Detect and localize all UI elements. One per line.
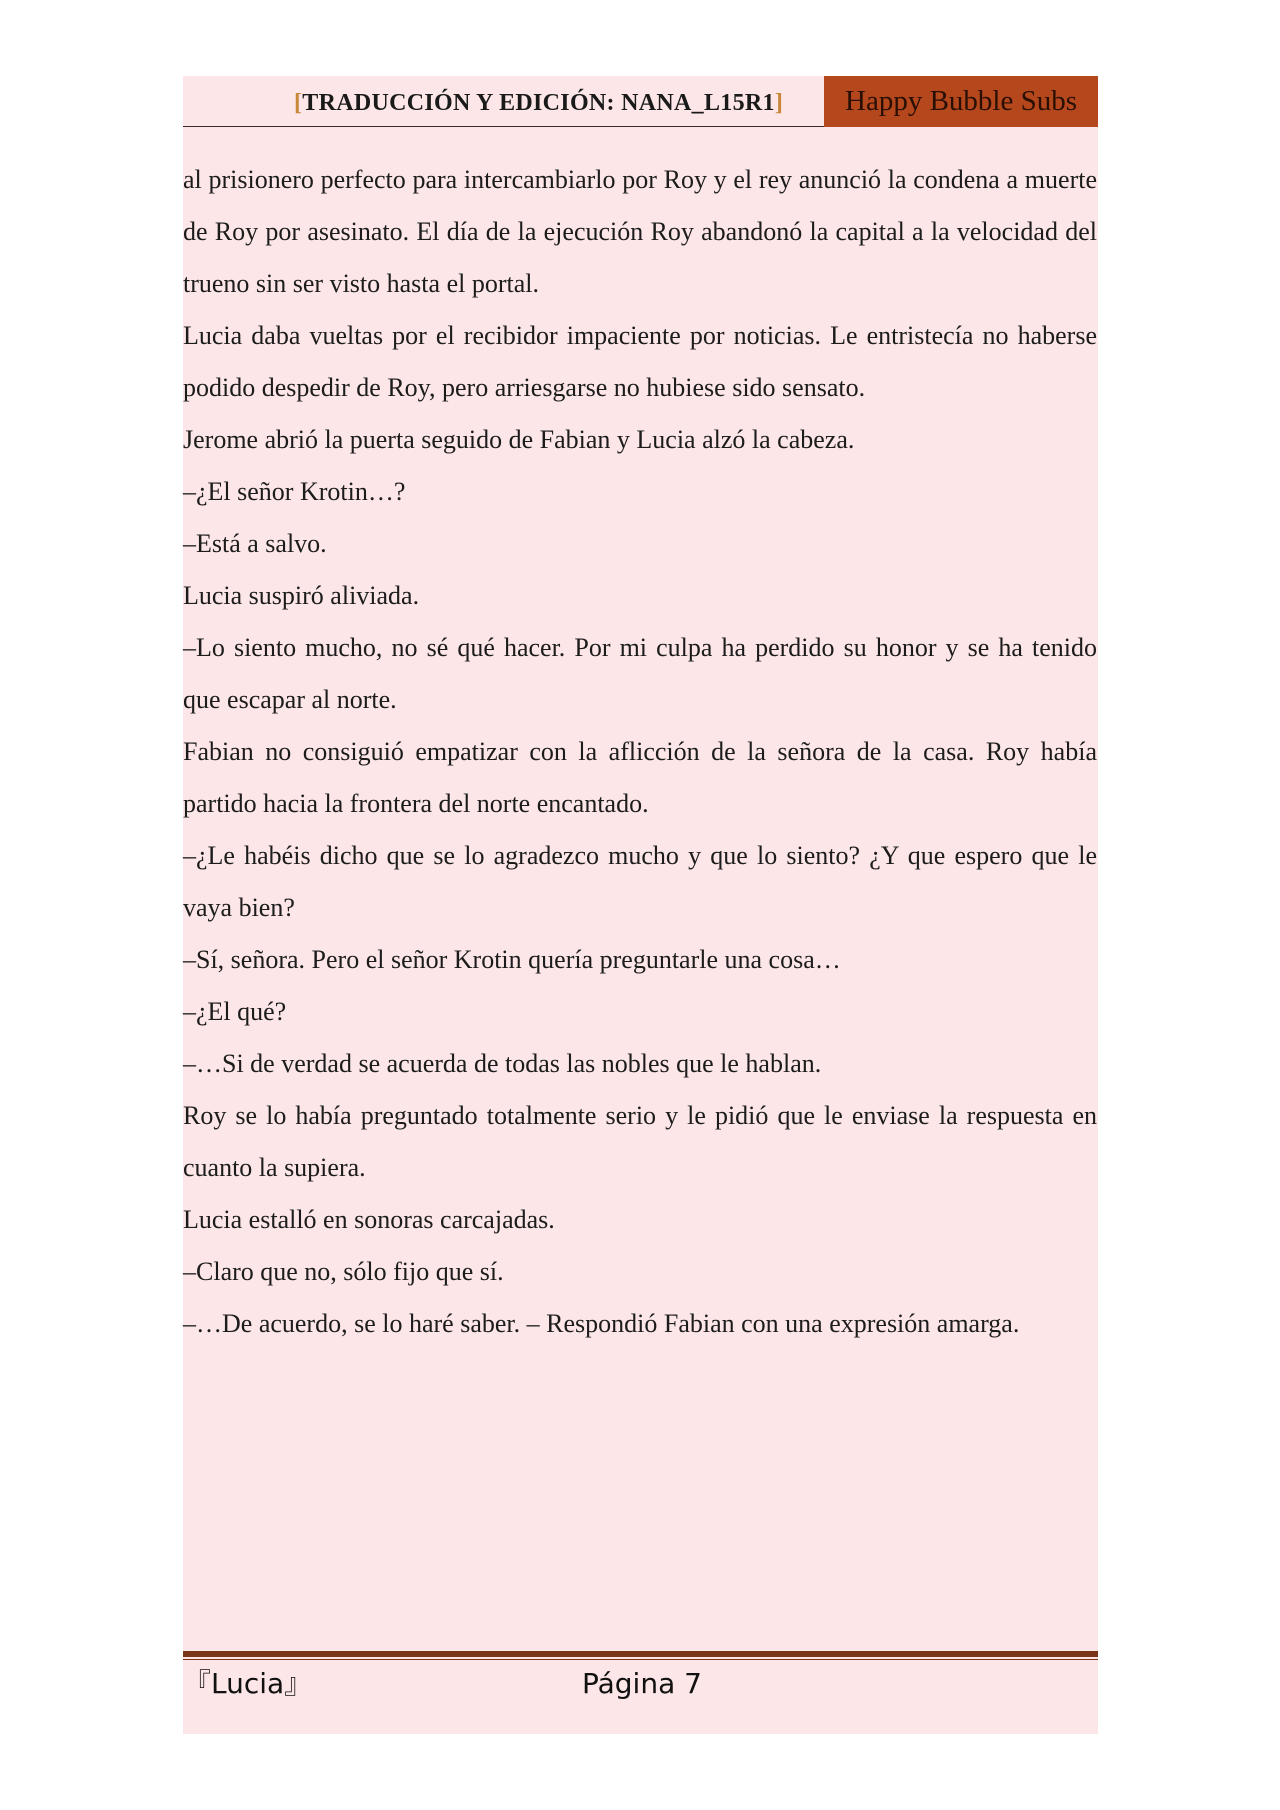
body-text — [183, 154, 1097, 1350]
paragraph: Lucia estalló en sonoras carcajadas. — [183, 1205, 555, 1234]
paragraph: al prisionero perfecto para intercambiarlo por Roy y el rey anunció la condena a muerte de Roy por asesinato. El día de la ejecución Roy abandonó la capital a la velocidad del trueno sin ser visto hasta el portal. — [183, 165, 1097, 298]
credit-text: TRADUCCIÓN Y EDICIÓN: NANA_L15R1 — [302, 90, 775, 116]
footer-rule-thick — [183, 1651, 1098, 1657]
page-number: Página 7 — [582, 1667, 702, 1700]
paragraph: –…Si de verdad se acuerda de todas las nobles que le hablan. — [183, 1049, 822, 1078]
translation-credit — [294, 90, 783, 117]
paragraph: –…De acuerdo, se lo haré saber. – Respondió Fabian con una expresión amarga. — [183, 1309, 1020, 1338]
paragraph: Roy se lo había preguntado totalmente serio y le pidió que le enviase la respuesta en cuanto la supiera. — [183, 1101, 1097, 1182]
brand-label: Happy Bubble Subs — [824, 76, 1098, 127]
footer-book-title: 『Lucia』 — [183, 1667, 313, 1700]
credit-close-bracket: ] — [774, 90, 784, 116]
credit-open-bracket: [ — [294, 90, 303, 116]
paragraph: –¿Le habéis dicho que se lo agradezco mucho y que lo siento? ¿Y que espero que le vaya bien? — [183, 841, 1097, 922]
paragraph: Jerome abrió la puerta seguido de Fabian y Lucia alzó la cabeza. — [183, 425, 855, 454]
paragraph: –Está a salvo. — [183, 529, 327, 558]
paragraph: –¿El qué? — [183, 997, 287, 1026]
paragraph: –Sí, señora. Pero el señor Krotin quería preguntarle una cosa… — [183, 945, 841, 974]
paragraph: –Lo siento mucho, no sé qué hacer. Por mi culpa ha perdido su honor y se ha tenido que escapar al norte. — [183, 633, 1097, 714]
paragraph: –Claro que no, sólo fijo que sí. — [183, 1257, 504, 1286]
footer-rule-thin — [183, 1659, 1098, 1660]
paragraph: –¿El señor Krotin…? — [183, 477, 406, 506]
paragraph: Fabian no consiguió empatizar con la aflicción de la señora de la casa. Roy había partido hacia la frontera del norte encantado. — [183, 737, 1097, 818]
paragraph: Lucia suspiró aliviada. — [183, 581, 420, 610]
paragraph: Lucia daba vueltas por el recibidor impaciente por noticias. Le entristecía no haberse podido despedir de Roy, pero arriesgarse no hubiese sido sensato. — [183, 321, 1097, 402]
